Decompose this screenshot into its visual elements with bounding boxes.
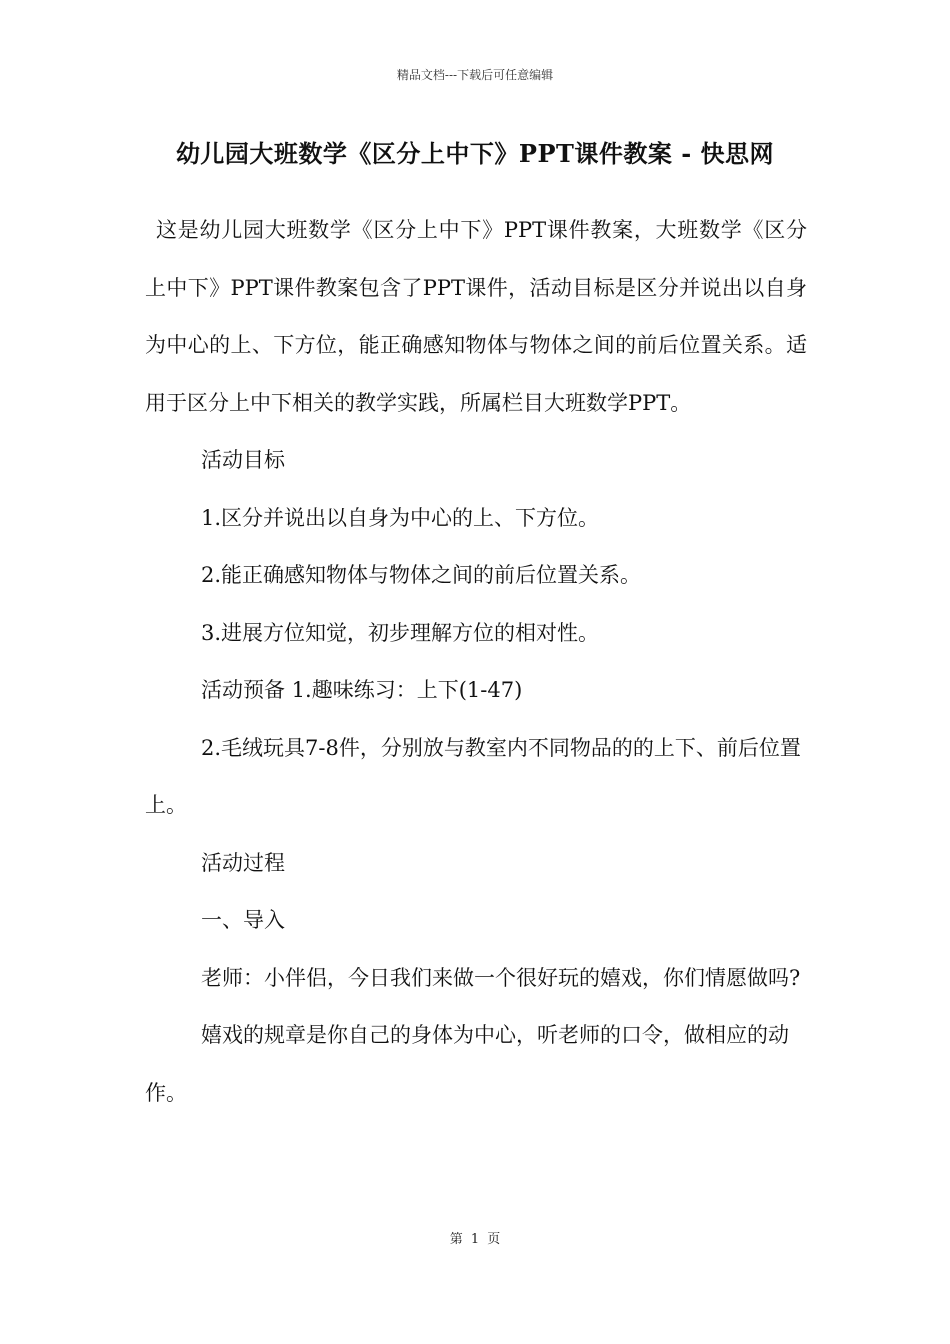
game-rules: 嬉戏的规章是你自己的身体为中心，听老师的口令，做相应的动作。 bbox=[145, 1023, 789, 1105]
header-note: 精品文档---下载后可任意编辑 bbox=[396, 68, 554, 82]
goal-item-2: 2.能正确感知物体与物体之间的前后位置关系。 bbox=[201, 563, 642, 587]
process-step-intro: 一、导入 bbox=[201, 908, 285, 932]
teacher-dialogue: 老师：小伴侣，今日我们来做一个很好玩的嬉戏，你们情愿做吗? bbox=[201, 965, 801, 990]
preparation-item-1: 活动预备 1.趣味练习：上下(1-47) bbox=[201, 678, 523, 702]
preparation-item-2: 2.毛绒玩具7-8件，分别放与教室内不同物品的的上下、前后位置上。 bbox=[145, 735, 801, 817]
goal-item-3: 3.进展方位知觉，初步理解方位的相对性。 bbox=[201, 620, 600, 645]
goal-item-1: 1.区分并说出以自身为中心的上、下方位。 bbox=[201, 505, 600, 530]
section-heading-goals: 活动目标 bbox=[201, 448, 285, 472]
page-number: 第 1 页 bbox=[449, 1232, 501, 1247]
document-body bbox=[145, 202, 807, 1122]
intro-paragraph: 这是幼儿园大班数学《区分上中下》PPT课件教案，大班数学《区分上中下》PPT课件教案包含了PPT课件，活动目标是区分并说出以自身为中心的上、下方位，能正确感知物体与物体之间的前后位置关系。适用于区分上中下相关的教学实践，所属栏目大班数学PPT。 bbox=[145, 218, 807, 415]
section-heading-process: 活动过程 bbox=[201, 850, 285, 875]
document-title: 幼儿园大班数学《区分上中下》PPT课件教案 - 快思网 bbox=[175, 139, 775, 168]
